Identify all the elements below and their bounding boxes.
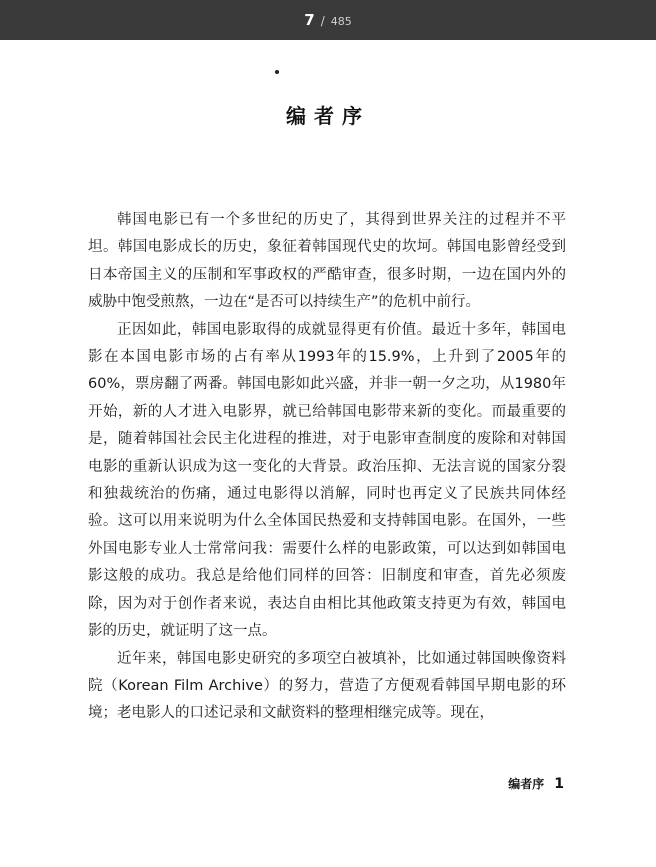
paragraph-2: 正因如此，韩国电影取得的成就显得更有价值。最近十多年，韩国电影在本国电影市场的占有率从1993年的15.9%，上升到了2005年的60%，票房翻了两番。韩国电影如此兴盛，并非一朝一夕之功，从1980年开始，新的人才进入电影界，就已给韩国电影带来新的变化。而最重要的是，随着韩国社会民主化进程的推进，对于电影审查制度的废除和对韩国电影的重新认识成为这一变化的大背景。政治压抑、无法言说的国家分裂和独裁统治的伤痛，通过电影得以消解，同时也再定义了民族共同体经验。这可以用来说明为什么全体国民热爱和支持韩国电影。在国外，一些外国电影专业人士常常问我：需要什么样的电影政策，可以达到如韩国电影这般的成功。我总是给他们同样的回答：旧制度和审查，首先必须废除，因为对于创作者来说，表达自由相比其他政策支持更为有效，韩国电影的历史，就证明了这一点。 (88, 321, 566, 640)
page-separator: / (320, 14, 325, 28)
document-page (0, 40, 656, 867)
footer-page-number: 1 (554, 776, 564, 792)
paragraph-3: 近年来，韩国电影史研究的多项空白被填补，比如通过韩国映像资料院（Korean Film Archive）的努力，营造了方便观看韩国早期电影的环境；老电影人的口述记录和文献资料的整理相继完成等。现在， (88, 650, 566, 722)
page-footer (508, 775, 564, 792)
paragraph-1: 韩国电影已有一个多世纪的历史了，其得到世界关注的过程并不平坦。韩国电影成长的历史，象征着韩国现代史的坎坷。韩国电影曾经受到日本帝国主义的压制和军事政权的严酷审查，很多时期，一边在国内外的威胁中饱受煎熬，一边在“是否可以持续生产”的危机中前行。 (88, 212, 566, 311)
footer-section-label: 编者序 (508, 777, 545, 791)
current-page-number: 7 (304, 11, 315, 29)
scan-dot (275, 70, 279, 74)
viewer-toolbar (0, 0, 656, 40)
page-indicator (304, 11, 351, 29)
body-text (88, 207, 566, 728)
page-title: 编者序 (286, 104, 370, 128)
total-pages: 485 (330, 15, 352, 28)
